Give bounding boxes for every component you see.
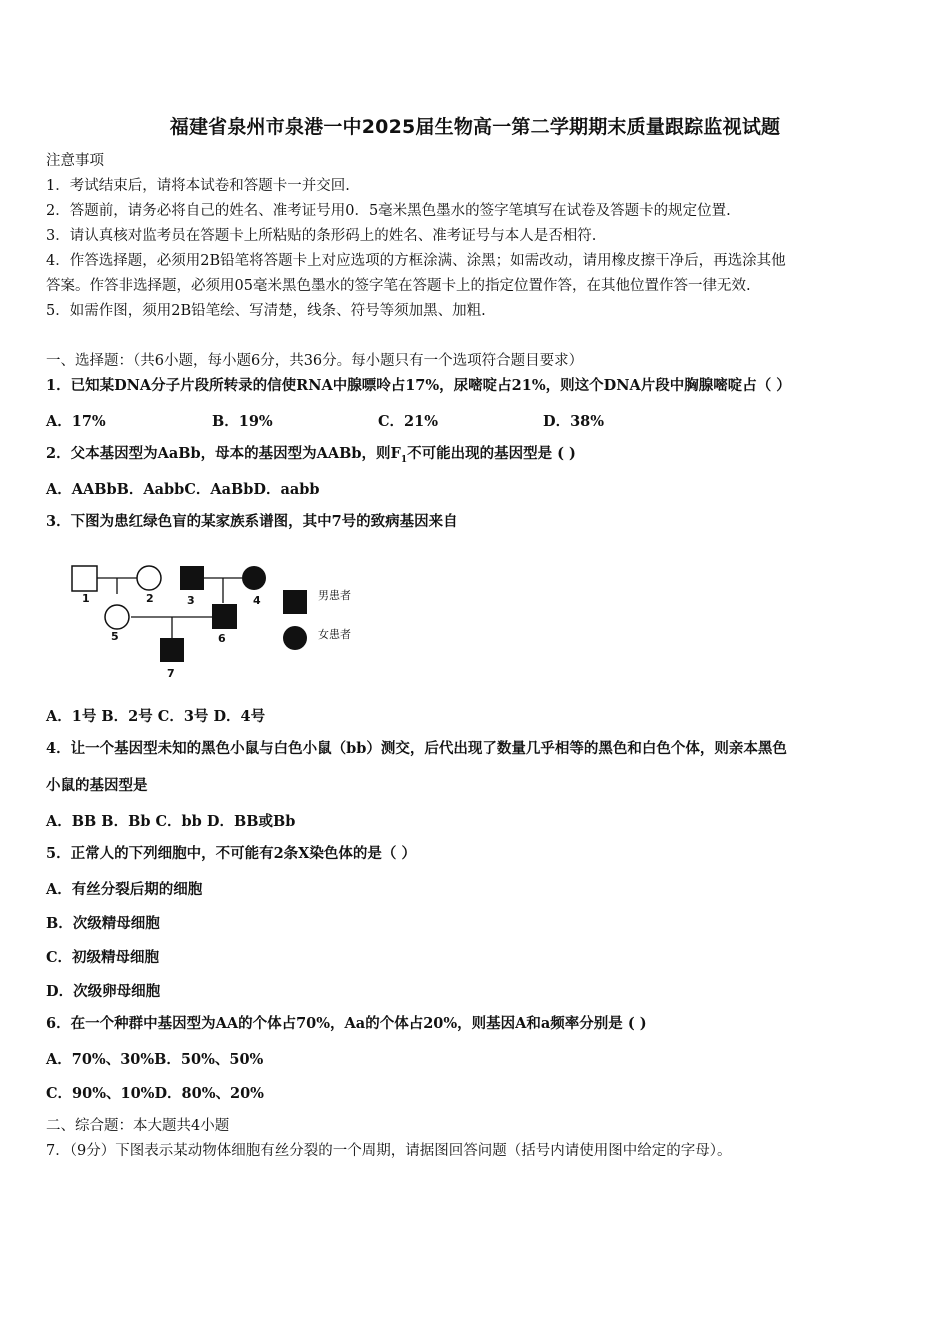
q1-stem: 1．已知某DNA分子片段所转录的信使RNA中腺嘌呤占17%，尿嘧啶占21%，则这个DNA片段中胸腺嘧啶占（ ） bbox=[46, 377, 791, 394]
q5-option-a: A．有丝分裂后期的细胞 bbox=[46, 881, 203, 898]
q4-stem-line1: 4．让一个基因型未知的黑色小鼠与白色小鼠（bb）测交，后代出现了数量几乎相等的黑色和白色个体，则亲本黑色 bbox=[46, 740, 787, 757]
page-title: 福建省泉州市泉港一中2025届生物高一第二学期期末质量跟踪监视试题 bbox=[169, 116, 781, 138]
legend-male-label: 男患者 bbox=[318, 589, 351, 602]
pedigree-label-3: 3 bbox=[187, 594, 195, 607]
notice-item-2: 2．答题前，请务必将自己的姓名、准考证号用0．5毫米黑色墨水的签字笔填写在试卷及答题卡的规定位置. bbox=[46, 203, 731, 219]
q4-stem-line2: 小鼠的基因型是 bbox=[46, 777, 148, 794]
pedigree-label-7: 7 bbox=[167, 667, 175, 680]
section1-heading: 一、选择题：（共6小题，每小题6分，共36分。每小题只有一个选项符合题目要求） bbox=[46, 353, 584, 369]
q1-option-b: B．19% bbox=[212, 413, 273, 430]
female-affected-4 bbox=[242, 566, 266, 590]
q2-stem-b: 不可能出现的基因型是 ( ) bbox=[407, 445, 576, 462]
pedigree-chart bbox=[60, 556, 380, 688]
pedigree-label-2: 2 bbox=[146, 592, 154, 605]
pedigree-label-5: 5 bbox=[111, 630, 119, 643]
legend-male-symbol bbox=[283, 590, 307, 614]
q6-options-line2: C．90%、10%D．80%、20% bbox=[46, 1085, 264, 1102]
q3-stem: 3．下图为患红绿色盲的某家族系谱图，其中7号的致病基因来自 bbox=[46, 513, 458, 530]
notice-item-4: 4．作答选择题，必须用2B铅笔将答题卡上对应选项的方框涂满、涂黑；如需改动，请用橡皮擦干净后，再选涂其他 bbox=[46, 253, 786, 269]
male-unaffected-1 bbox=[72, 566, 97, 591]
notice-heading: 注意事项 bbox=[46, 153, 104, 169]
q2-options: A．AABbB．AabbC．AaBbD．aabb bbox=[46, 481, 320, 498]
pedigree-label-1: 1 bbox=[82, 592, 90, 605]
female-unaffected-2 bbox=[137, 566, 161, 590]
q6-stem: 6．在一个种群中基因型为AA的个体占70%，Aa的个体占20%，则基因A和a频率分别是 ( ) bbox=[46, 1015, 647, 1032]
q2-stem-sub: 1 bbox=[400, 454, 408, 465]
q4-options: A．BB B．Bb C．bb D．BB或Bb bbox=[46, 813, 296, 830]
male-affected-6 bbox=[212, 604, 237, 629]
notice-item-5: 5．如需作图，须用2B铅笔绘、写清楚，线条、符号等须加黑、加粗. bbox=[46, 303, 486, 319]
q5-option-b: B．次级精母细胞 bbox=[46, 915, 160, 932]
q1-option-d: D．38% bbox=[543, 413, 605, 430]
q2-stem-a: 2．父本基因型为AaBb，母本的基因型为AABb，则F bbox=[46, 445, 401, 462]
q2-stem bbox=[46, 444, 906, 470]
q1-option-c: C．21% bbox=[378, 413, 438, 430]
legend-female-symbol bbox=[283, 626, 307, 650]
notice-item-3: 3．请认真核对监考员在答题卡上所粘贴的条形码上的姓名、准考证号与本人是否相符. bbox=[46, 228, 597, 244]
q1-option-a: A．17% bbox=[46, 413, 106, 430]
female-unaffected-5 bbox=[105, 605, 129, 629]
male-affected-3 bbox=[180, 566, 204, 590]
q5-option-d: D．次级卵母细胞 bbox=[46, 983, 161, 1000]
q7-stem: 7．（9分）下图表示某动物体细胞有丝分裂的一个周期，请据图回答问题（括号内请使用图中给定的字母）。 bbox=[46, 1143, 732, 1159]
pedigree-label-6: 6 bbox=[218, 632, 226, 645]
notice-item-4-cont: 答案。作答非选择题，必须用05毫米黑色墨水的签字笔在答题卡上的指定位置作答，在其他位置作答一律无效. bbox=[46, 278, 751, 294]
q5-option-c: C．初级精母细胞 bbox=[46, 949, 160, 966]
q5-stem: 5．正常人的下列细胞中，不可能有2条X染色体的是（ ） bbox=[46, 845, 416, 862]
pedigree-label-4: 4 bbox=[253, 594, 261, 607]
q3-options: A．1号 B．2号 C．3号 D．4号 bbox=[46, 708, 266, 725]
notice-item-1: 1．考试结束后，请将本试卷和答题卡一并交回. bbox=[46, 178, 350, 194]
male-affected-7 bbox=[160, 638, 184, 662]
q6-options-line1: A．70%、30%B．50%、50% bbox=[46, 1051, 264, 1068]
section2-heading: 二、综合题：本大题共4小题 bbox=[46, 1118, 230, 1134]
legend-female-label: 女患者 bbox=[318, 628, 351, 641]
